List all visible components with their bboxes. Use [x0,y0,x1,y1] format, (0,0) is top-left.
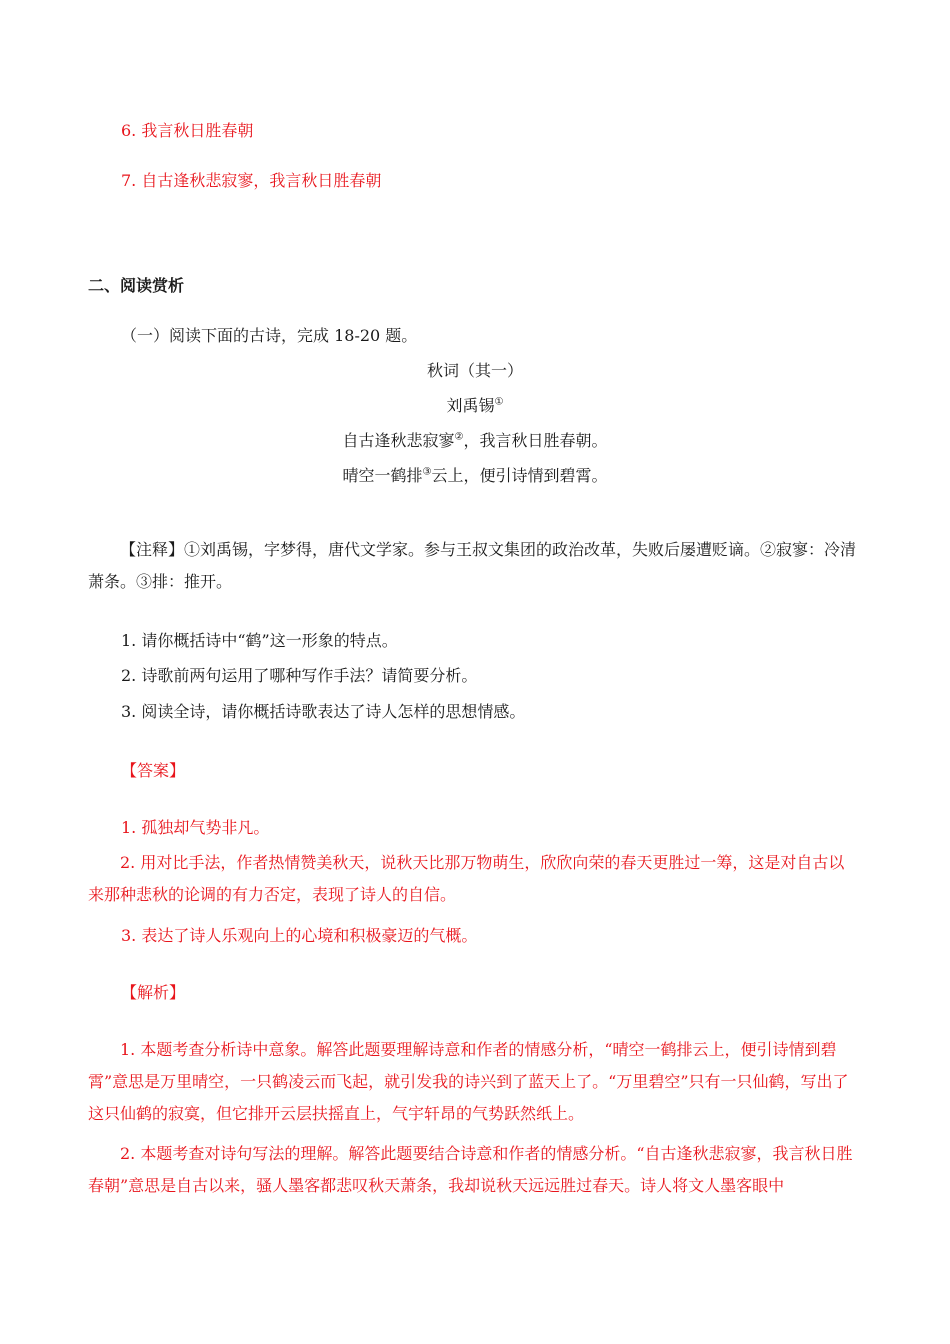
answer-1: 1. 孤独却气势非凡。 [121,818,270,837]
poem-notes: 【注释】①刘禹锡，字梦得，唐代文学家。参与王叔文集团的政治改革，失败后屡遭贬谪。②寂寥：冷清萧条。③排：推开。 [88,540,857,591]
question-1: 1. 请你概括诗中“鹤”这一形象的特点。 [121,631,398,650]
footnote-marker: ② [454,431,464,443]
answer-item-7: 7. 自古逢秋悲寂寥，我言秋日胜春朝 [121,171,382,190]
answer-label: 【答案】 [121,761,186,780]
answer-item-6: 6. 我言秋日胜春朝 [121,121,254,140]
question-2: 2. 诗歌前两句运用了哪种写作手法？请简要分析。 [121,666,478,685]
section-heading: 二、阅读赏析 [88,276,185,295]
poem-author: 刘禹锡① [446,396,504,415]
analysis-label: 【解析】 [121,983,186,1002]
section-intro: （一）阅读下面的古诗，完成 18-20 题。 [121,326,418,345]
footnote-marker: ③ [422,466,432,478]
poem-title: 秋词（其一） [426,361,523,380]
poem-line-2: 晴空一鹤排③云上，便引诗情到碧霄。 [342,466,608,485]
poem-line-1: 自古逢秋悲寂寥②，我言秋日胜春朝。 [342,431,608,450]
analysis-2: 2. 本题考查对诗句写法的理解。解答此题要结合诗意和作者的情感分析。“自古逢秋悲寂寥，我言秋日胜春朝”意思是自古以来，骚人墨客都悲叹秋天萧条，我却说秋天远远胜过春天。诗人将文人墨客眼中 [88,1144,853,1195]
analysis-1: 1. 本题考查分析诗中意象。解答此题要理解诗意和作者的情感分析，“晴空一鹤排云上，便引诗情到碧霄”意思是万里晴空，一只鹤凌云而飞起，就引发我的诗兴到了蓝天上了。“万里碧空”只有一只仙鹤，写出了这只仙鹤的寂寞，但它排开云层扶摇直上，气宇轩昂的气势跃然纸上。 [88,1040,849,1123]
footnote-marker: ① [494,396,504,408]
answer-3: 3. 表达了诗人乐观向上的心境和积极豪迈的气概。 [121,926,478,945]
answer-2: 2. 用对比手法，作者热情赞美秋天，说秋天比那万物萌生，欣欣向荣的春天更胜过一筹，这是对自古以来那种悲秋的论调的有力否定，表现了诗人的自信。 [88,853,845,904]
question-3: 3. 阅读全诗，请你概括诗歌表达了诗人怎样的思想情感。 [121,702,526,721]
